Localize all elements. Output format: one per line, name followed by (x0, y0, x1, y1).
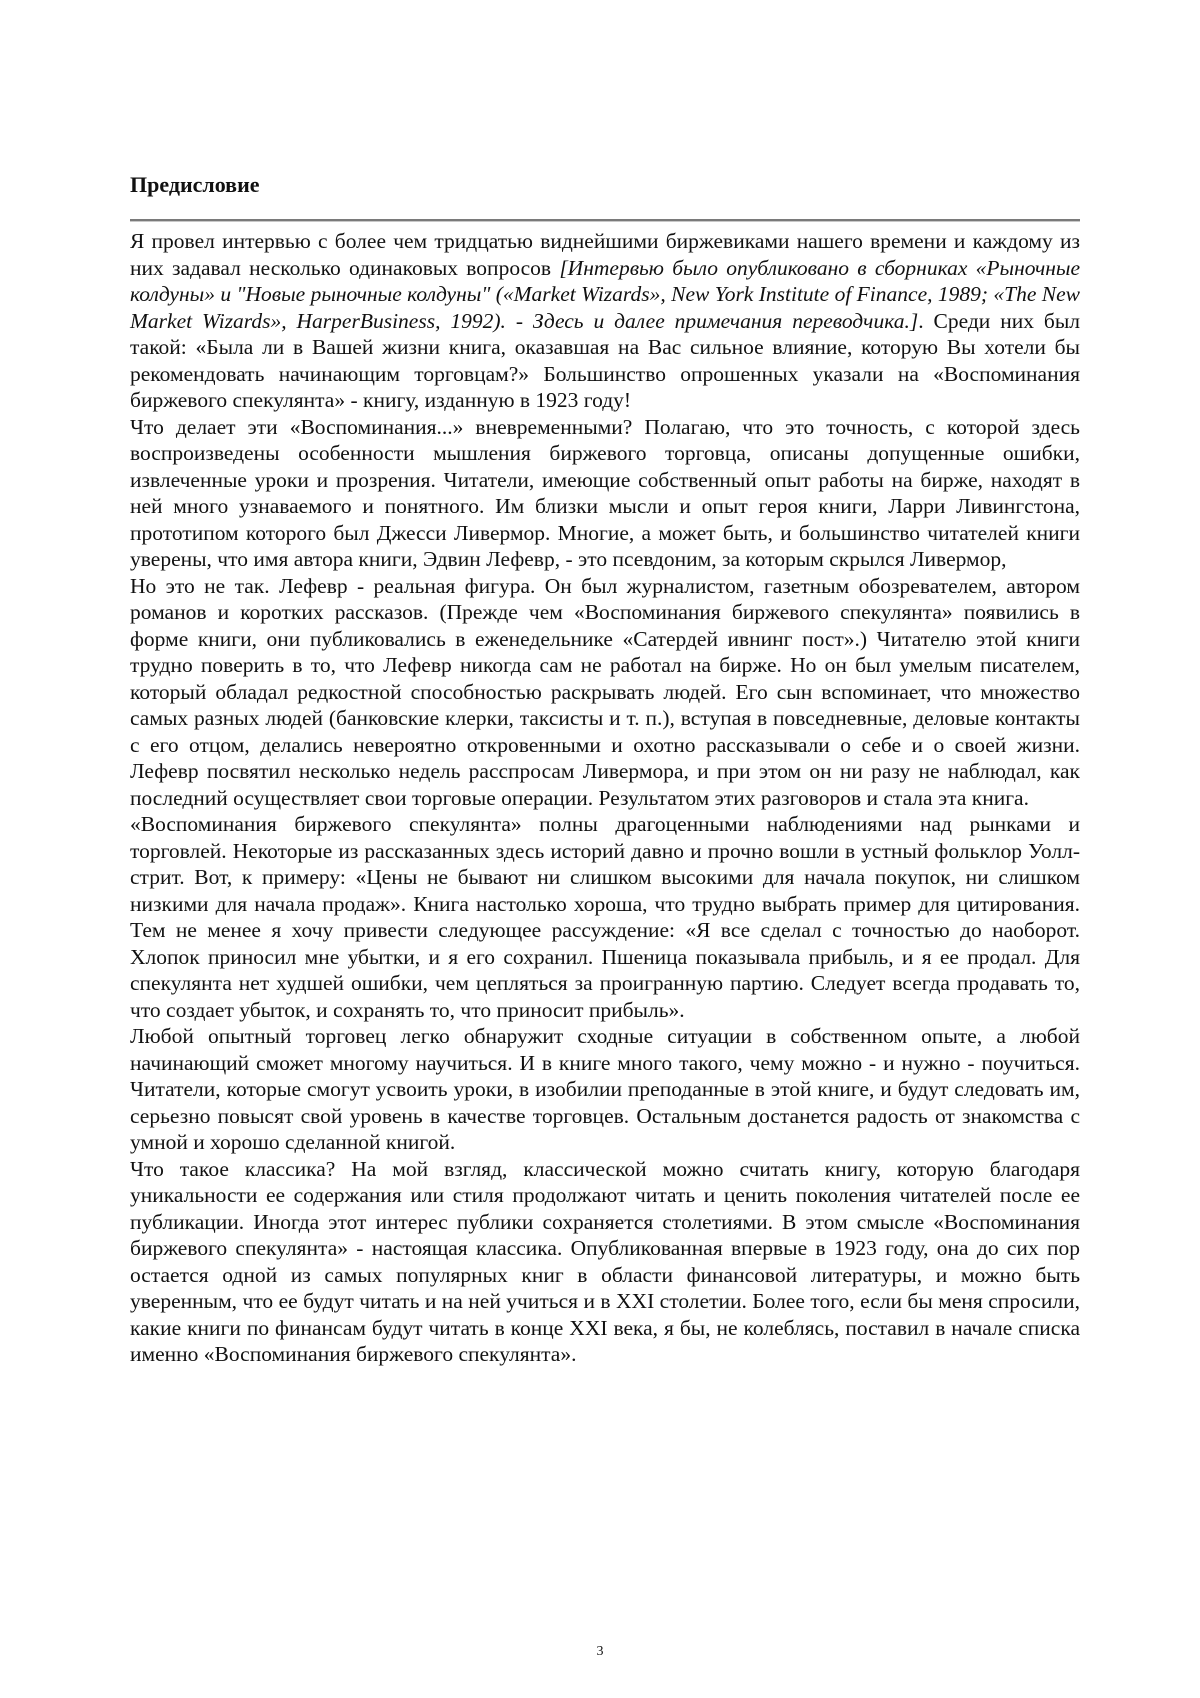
body-text (130, 228, 1080, 1368)
page-title: Предисловие (130, 172, 260, 197)
translator-note: [Интервью было опубликовано в сборниках «Рыночные колдуны» и "Новые рыночные колдуны" («Market Wizards», New York Institute of Finance, 1989; «The New Market Wizards», HarperBusiness, 1992). - Здесь и далее примечания переводчика.] (130, 255, 1080, 333)
paragraph-1-text-start: Я провел интервью с более чем тридцатью виднейшими биржевиками нашего времени и каждому из них задавал несколько одинаковых вопросов (130, 229, 1080, 280)
heading-divider (130, 219, 1080, 222)
paragraph-5: Любой опытный торговец легко обнаружит сходные ситуации в собственном опыте, а любой начинающий сможет многому научиться. И в книге много такого, чему можно - и нужно - поучиться. Читатели, которые смогут усвоить уроки, в изобилии преподанные в этой книге, и будут следовать им, серьезно повысят свой уровень в качестве торговцев. Остальным достанется радость от знакомства с умной и хорошо сделанной книгой. (130, 1024, 1080, 1154)
paragraph-1-text-end: . Среди них был такой: «Была ли в Вашей жизни книга, оказавшая на Вас сильное влияние, которую Вы хотели бы рекомендовать начинающим торговцам?» Большинство опрошенных указали на «Воспоминания биржевого спекулянта» - книгу, изданную в 1923 году! (130, 308, 1080, 412)
paragraph-1 (130, 228, 1080, 414)
paragraph-2: Что делает эти «Воспоминания...» вневременными? Полагаю, что это точность, с которой здесь воспроизведены особенности мышления биржевого торговца, описаны допущенные ошибки, извлеченные уроки и прозрения. Читатели, имеющие собственный опыт работы на бирже, находят в ней много узнаваемого и понятного. Им близки мысли и опыт героя книги, Ларри Ливингстона, прототипом которого был Джесси Ливермор. Многие, а может быть, и большинство читателей книги уверены, что имя автора книги, Эдвин Лефевр, - это псевдоним, за которым скрылся Ливермор, (130, 414, 1080, 571)
page-number: 3 (596, 1644, 604, 1659)
paragraph-4: «Воспоминания биржевого спекулянта» полны драгоценными наблюдениями над рынками и торговлей. Некоторые из рассказанных здесь историй давно и прочно вошли в устный фольклор Уолл-стрит. Вот, к примеру: «Цены не бывают ни слишком высокими для начала покупок, ни слишком низкими для начала продаж». Книга настолько хороша, что трудно выбрать пример для цитирования. Тем не менее я хочу привести следующее рассуждение: «Я все сделал с точностью до наоборот. Хлопок приносил мне убытки, и я его сохранил. Пшеница показывала прибыль, и я ее продал. Для спекулянта нет худшей ошибки, чем цепляться за проигранную партию. Следует всегда продавать то, что создает убыток, и сохранять то, что приносит прибыль». (130, 812, 1080, 1022)
paragraph-6: Что такое классика? На мой взгляд, классической можно считать книгу, которую благодаря уникальности ее содержания или стиля продолжают читать и ценить поколения читателей после ее публикации. Иногда этот интерес публики сохраняется столетиями. В этом смысле «Воспоминания биржевого спекулянта» - настоящая классика. Опубликованная впервые в 1923 году, она до сих пор остается одной из самых популярных книг в области финансовой литературы, и можно быть уверенным, что ее будут читать и на ней учиться и в XXI столетии. Более того, если бы меня спросили, какие книги по финансам будут читать в конце XXI века, я бы, не колеблясь, поставил в начале списка именно «Воспоминания биржевого спекулянта». (130, 1156, 1080, 1366)
paragraph-3: Но это не так. Лефевр - реальная фигура. Он был журналистом, газетным обозревателем, автором романов и коротких рассказов. (Прежде чем «Воспоминания биржевого спекулянта» появились в форме книги, они публиковались в еженедельнике «Сатердей ивнинг пост».) Читателю этой книги трудно поверить в то, что Лефевр никогда сам не работал на бирже. Но он был умелым писателем, который обладал редкостной способностью раскрывать людей. Его сын вспоминает, что множество самых разных людей (банковские клерки, таксисты и т. п.), вступая в повседневные, деловые контакты с его отцом, делались невероятно откровенными и охотно рассказывали о себе и о своей жизни. Лефевр посвятил несколько недель расспросам Ливермора, и при этом он ни разу не наблюдал, как последний осуществляет свои торговые операции. Результатом этих разговоров и стала эта книга. (130, 573, 1080, 810)
